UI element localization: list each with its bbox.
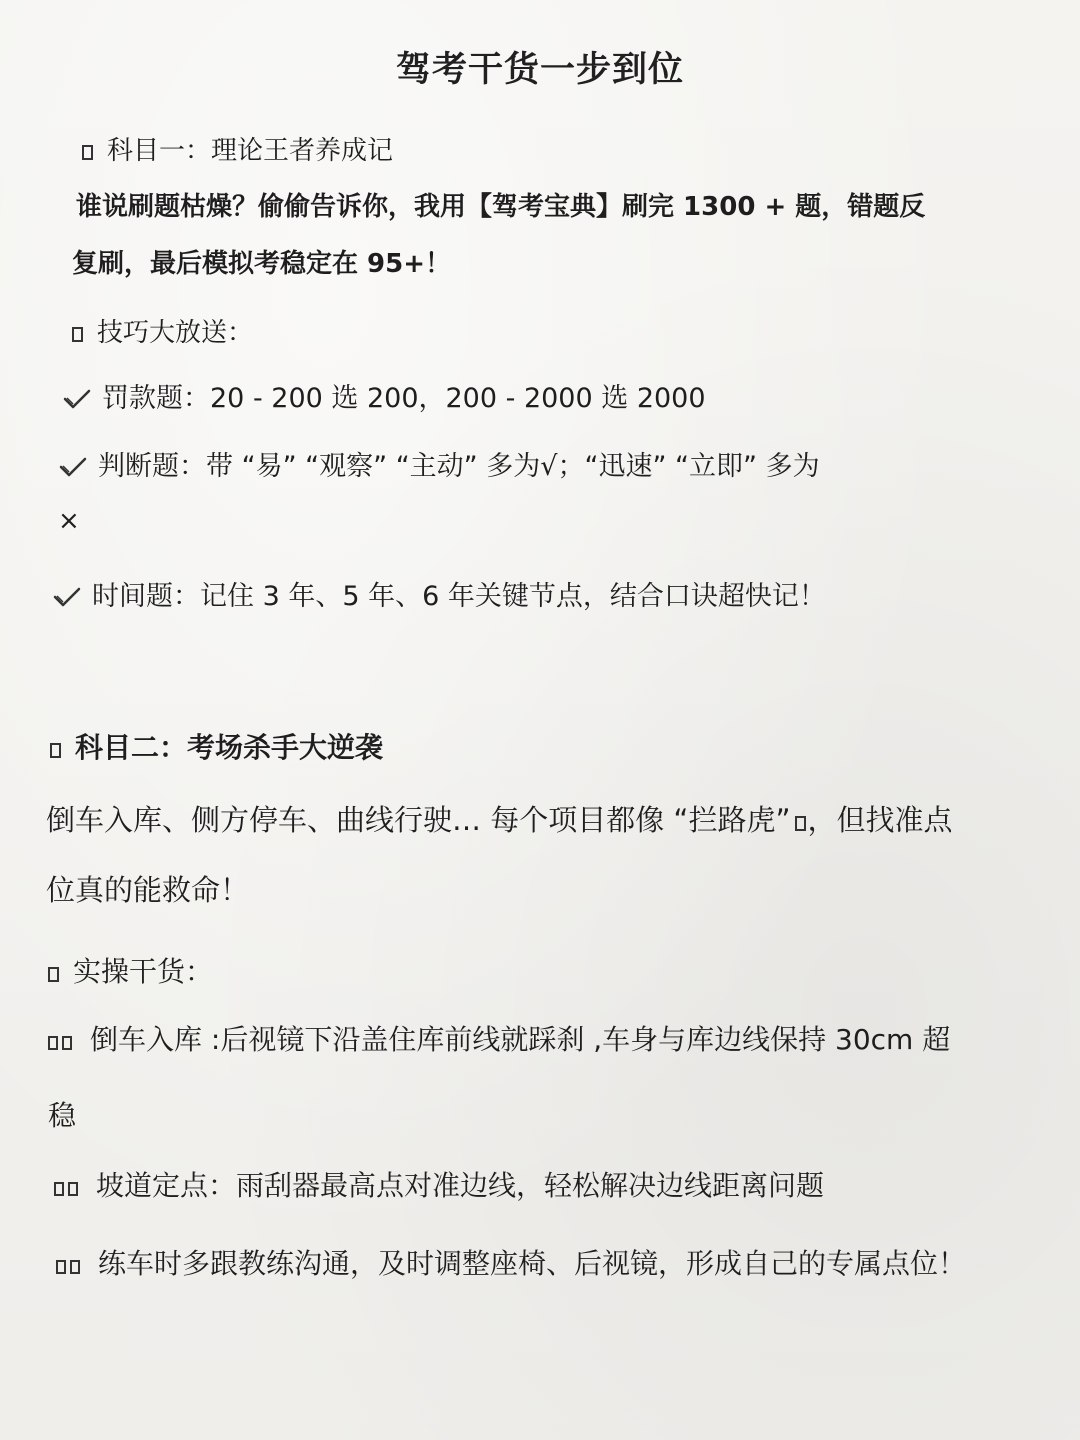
tip-judgment-questions-text: 判断题：带 “易” “观察” “主动” 多为√；“迅速” “立即” 多为: [98, 451, 820, 482]
missing-glyph-icon: [795, 816, 806, 831]
subject1-intro-line1: 谁说刷题枯燥？偷偷告诉你，我用【驾考宝典】刷完 1300 + 题，错题反: [76, 192, 926, 222]
missing-glyph-icon: [56, 1260, 66, 1274]
missing-glyph-icon: [54, 1182, 64, 1196]
tip-time-questions: [52, 574, 826, 613]
practice-item-reverse-parking-text: 倒车入库 :后视镜下沿盖住库前线就踩刹 ,车身与库边线保持 30cm 超: [90, 1023, 951, 1056]
practice-item-reverse-parking-cont: 稳: [48, 1099, 77, 1132]
tip-time-questions-text: 时间题：记住 3 年、5 年、6 年关键节点，结合口诀超快记！: [92, 581, 826, 612]
missing-glyph-icon: [62, 1036, 72, 1050]
missing-glyph-icon: [48, 967, 59, 982]
subject1-heading-text: 科目一：理论王者养成记: [107, 136, 394, 166]
missing-glyph-icon: [50, 743, 61, 758]
tip-fine-questions: [62, 376, 706, 415]
practice-item-slope-stop: [54, 1164, 824, 1204]
practice-item-reverse-parking: [48, 1018, 950, 1058]
subject2-heading: [50, 726, 383, 766]
checkmark-icon: [52, 585, 82, 609]
practice-heading-text: 实操干货：: [73, 955, 214, 988]
missing-glyph-icon: [48, 1036, 58, 1050]
subject1-intro-line2: 复刷，最后模拟考稳定在 95+！: [72, 249, 452, 279]
tip-fine-questions-text: 罚款题：20 - 200 选 200，200 - 2000 选 2000: [102, 383, 706, 414]
subject2-intro-text-a: 倒车入库、侧方停车、曲线行驶… 每个项目都像 “拦路虎”: [46, 803, 791, 837]
tips-heading: [72, 312, 253, 349]
practice-heading: [48, 950, 213, 990]
checkmark-icon: [58, 455, 88, 479]
page-title: 驾考干货一步到位: [395, 50, 684, 90]
subject2-heading-text: 科目二：考场杀手大逆袭: [75, 731, 384, 764]
checkmark-icon: [62, 387, 92, 411]
practice-item-coach-communication: [56, 1242, 966, 1282]
tip-judgment-questions: [58, 444, 820, 483]
practice-item-coach-communication-text: 练车时多跟教练沟通，及时调整座椅、后视镜，形成自己的专属点位！: [98, 1247, 967, 1280]
tip-judgment-questions-cont: ×: [58, 506, 80, 536]
subject2-intro-text-b: ，但找准点: [807, 803, 953, 837]
practice-item-slope-stop-text: 坡道定点：雨刮器最高点对准边线，轻松解决边线距离问题: [96, 1169, 825, 1202]
subject2-intro-line1: [46, 798, 953, 839]
missing-glyph-icon: [72, 327, 83, 342]
tips-heading-text: 技巧大放送：: [97, 318, 254, 348]
missing-glyph-icon: [70, 1260, 80, 1274]
subject2-intro-line2: 位真的能救命！: [46, 873, 250, 907]
subject1-heading: [82, 130, 393, 167]
missing-glyph-icon: [82, 145, 93, 160]
missing-glyph-icon: [68, 1182, 78, 1196]
